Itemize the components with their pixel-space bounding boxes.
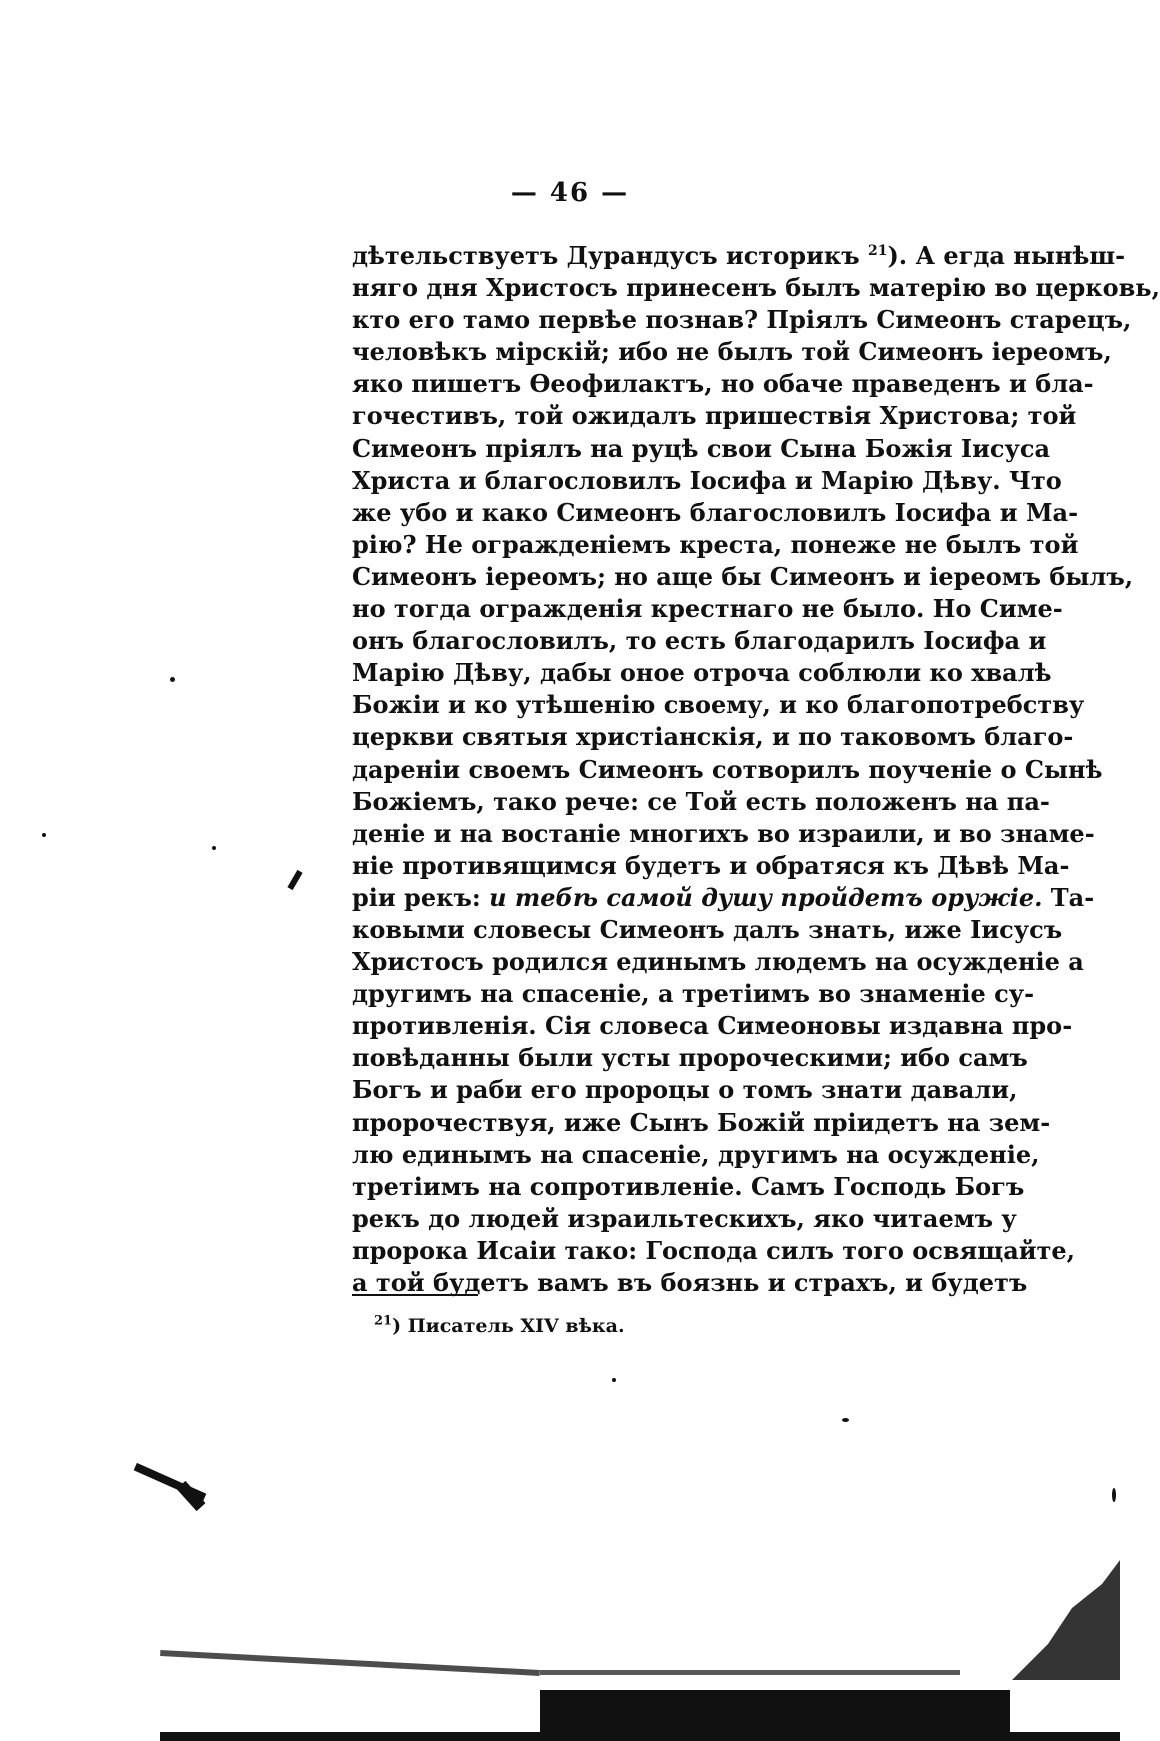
text-line: Симеонъ іереомъ; но аще бы Симеонъ и іереомъ былъ,	[352, 561, 1134, 591]
text-line: деніе и на востаніе многихъ во израили, и во знаме-	[352, 818, 1095, 848]
text-line: рекъ до людей израильтескихъ, яко читаемъ у	[352, 1203, 1017, 1233]
text-line: Христосъ родился единымъ людемъ на осужденіе а	[352, 947, 1084, 977]
scan-speck	[1112, 1488, 1116, 1502]
text-line: противленія. Сія словеса Симеоновы издавна про-	[352, 1011, 1073, 1041]
text-line: ріи рекъ: и тебѣ самой душу пройдетъ оружіе. Та-	[352, 882, 1095, 912]
text-line: гочестивъ, той ожидалъ пришествія Христова; той	[352, 401, 1077, 431]
text-line: пророчествуя, иже Сынъ Божій пріидетъ на зем-	[352, 1107, 1051, 1137]
text-line: няго дня Христосъ принесенъ былъ матерію во церковь,	[352, 273, 1160, 303]
text-line: Божіемъ, тако рече: се Той есть положенъ на па-	[352, 786, 1050, 816]
scan-speck	[170, 677, 175, 682]
text-line: Божіи и ко утѣшенію своему, и ко благопотребству	[352, 690, 1085, 720]
text-line: человѣкъ мірскій; ибо не былъ той Симеонъ іереомъ,	[352, 337, 1112, 367]
scan-edge	[160, 1732, 1120, 1741]
text-line: дареніи своемъ Симеонъ сотворилъ поученіе о Сынѣ	[352, 754, 1103, 784]
page-number: — 46 —	[510, 178, 630, 208]
text-line: рію? Не огражденіемъ креста, понеже не былъ той	[352, 529, 1079, 559]
text-line: Симеонъ пріялъ на руцѣ свои Сына Божія Іисуса	[352, 433, 1051, 463]
main-text	[352, 240, 1160, 1299]
scan-speck	[42, 833, 46, 837]
scan-mark	[1000, 1560, 1120, 1680]
scan-mark	[287, 870, 302, 890]
text-line: яко пишетъ Ѳеофилактъ, но обаче праведенъ и бла-	[352, 369, 1094, 399]
text-line: кто его тамо первѣе познав? Пріялъ Симеонъ старецъ,	[352, 305, 1132, 335]
text-line: ніе противящимся будетъ и обратяся къ Дѣвѣ Ма-	[352, 850, 1070, 880]
text-line: другимъ на спасеніе, а третіимъ во знаменіе су-	[352, 979, 1035, 1009]
text-line: а той будетъ вамъ въ боязнь и страхъ, и будетъ	[352, 1268, 1028, 1297]
footnote-reference: 21	[867, 243, 888, 259]
footnote-divider	[352, 1294, 478, 1296]
text-line: третіимъ на сопротивленіе. Самъ Господь Богъ	[352, 1171, 1025, 1201]
text-line: Богъ и раби его пророцы о томъ знати давали,	[352, 1075, 1018, 1105]
text-line: но тогда огражденія крестнаго не было. Но Симе-	[352, 594, 1063, 624]
text-line: Марію Дѣву, дабы оное отроча соблюли ко хвалѣ	[352, 658, 1052, 688]
scan-speck	[842, 1418, 849, 1422]
text-line: Христа и благословилъ Іосифа и Марію Дѣву. Что	[352, 465, 1062, 495]
footnote-mark: 21	[374, 1313, 393, 1329]
text-line: повѣданны были усты пророческими; ибо самъ	[352, 1043, 1028, 1073]
footnote	[374, 1315, 625, 1337]
scan-speck	[612, 1378, 616, 1382]
text-line: церкви святыя христіанскія, и по таковомъ благо-	[352, 722, 1074, 752]
scan-mark	[540, 1670, 960, 1675]
scan-speck	[212, 846, 216, 850]
quotation-italic: и тебѣ самой душу пройдетъ оружіе.	[489, 882, 1043, 912]
text-line: же убо и како Симеонъ благословилъ Іосифа и Ма-	[352, 497, 1079, 527]
text-line: пророка Исаіи тако: Господа силъ того освящайте,	[352, 1235, 1076, 1265]
text-line: онъ благословилъ, то есть благодарилъ Іосифа и	[352, 626, 1047, 656]
text-line: ковыми словесы Симеонъ далъ знать, иже Іисусъ	[352, 914, 1063, 944]
scan-mark	[160, 1650, 540, 1676]
text-line: лю единымъ на спасеніе, другимъ на осужденіе,	[352, 1139, 1040, 1169]
footnote-text: ) Писатель XIV вѣка.	[392, 1315, 625, 1337]
text-line: дѣтельствуетъ Дурандусъ историкъ $^{21}$). А егда нынѣш-	[352, 241, 1126, 270]
